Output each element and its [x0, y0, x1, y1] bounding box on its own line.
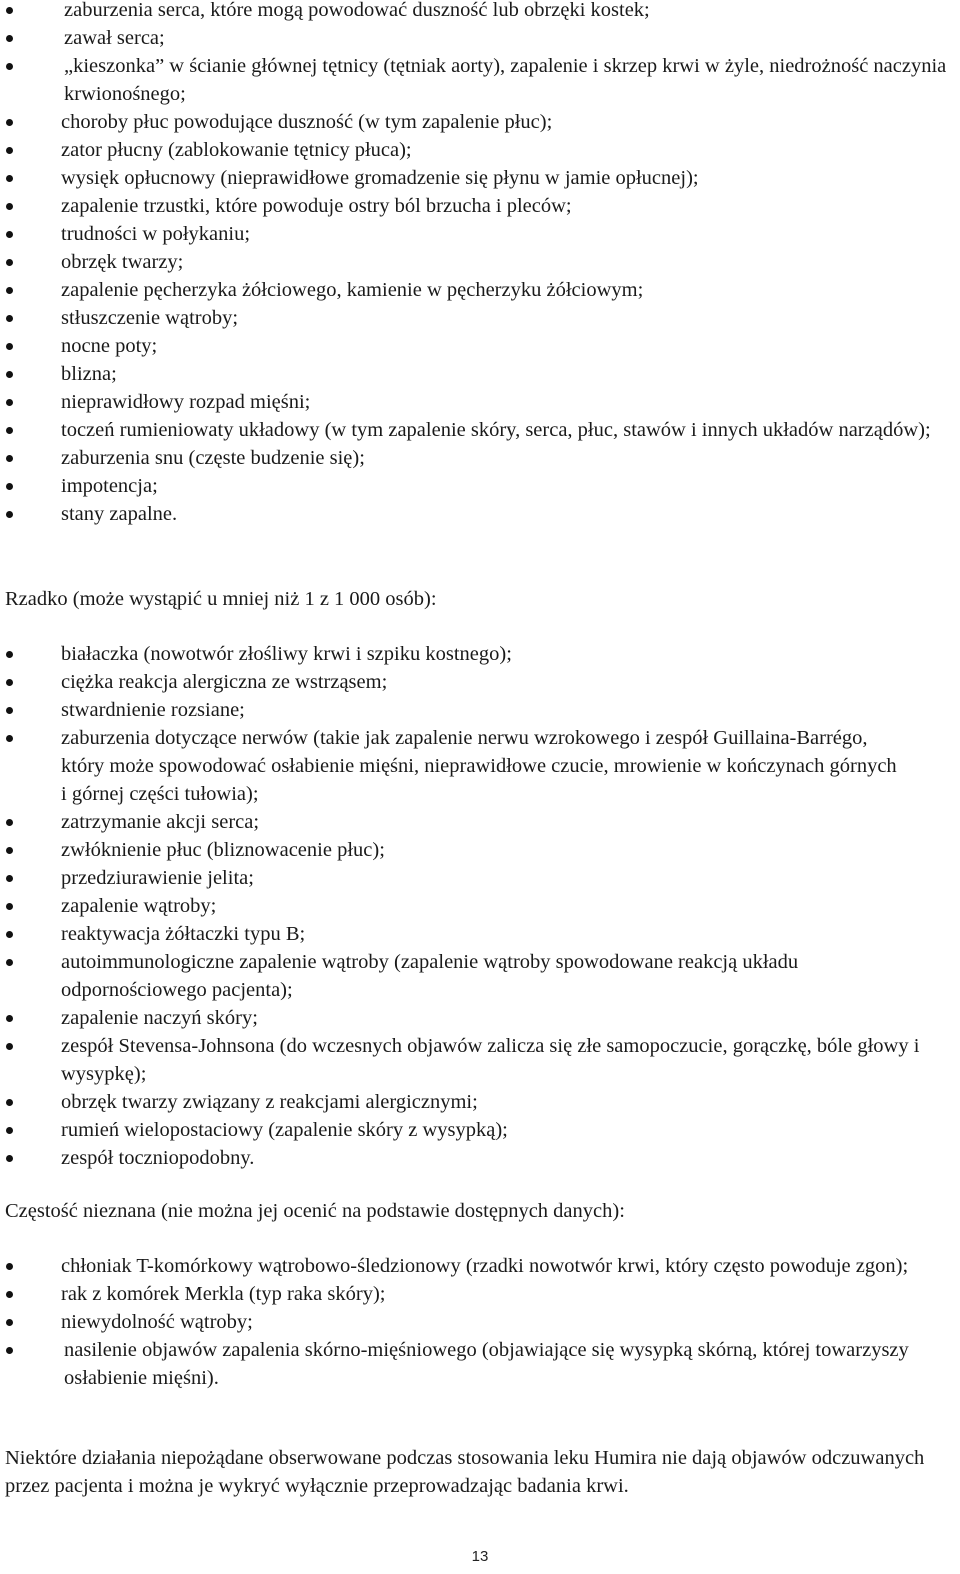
list-item	[0, 444, 958, 472]
list-item	[0, 1336, 958, 1392]
section-heading-rare: Rzadko (może wystąpić u mniej niż 1 z 1 000 osób):	[5, 588, 437, 610]
bullet-icon	[6, 231, 13, 238]
list-item	[0, 724, 958, 808]
bullet-icon	[6, 7, 13, 14]
bullet-icon	[6, 931, 13, 938]
list-item	[0, 416, 958, 444]
bullet-icon	[6, 819, 13, 826]
list-item	[0, 304, 958, 332]
list-item-text: stwardnienie rozsiane;	[61, 699, 245, 721]
list-item-text: ciężka reakcja alergiczna ze wstrząsem;	[61, 671, 388, 693]
list-item	[0, 808, 958, 836]
list-item	[0, 1004, 958, 1032]
bullet-icon	[6, 1127, 13, 1134]
list-item	[0, 920, 958, 948]
list-item	[0, 360, 958, 388]
list-item	[0, 276, 958, 304]
list-item-text: trudności w połykaniu;	[61, 223, 251, 245]
bullet-icon	[6, 847, 13, 854]
bullet-icon	[6, 707, 13, 714]
side-effects-list-unknown-frequency	[0, 1252, 958, 1392]
side-effects-list-rare	[0, 640, 958, 1172]
bullet-icon	[6, 875, 13, 882]
bullet-icon	[6, 903, 13, 910]
list-item-text: wysięk opłucnowy (nieprawidłowe gromadzenie się płynu w jamie opłucnej);	[61, 167, 699, 189]
bullet-icon	[6, 483, 13, 490]
list-item	[0, 668, 958, 696]
list-item-text: chłoniak T-komórkowy wątrobowo-śledzionowy (rzadki nowotwór krwi, który często powoduje zgon);	[61, 1255, 909, 1277]
bullet-icon	[6, 1291, 13, 1298]
list-item-text: „kieszonka” w ścianie głównej tętnicy (tętniak aorty), zapalenie i skrzep krwi w żyle, niedrożność naczynia krwionośnego;	[64, 55, 947, 105]
bullet-icon	[6, 147, 13, 154]
list-item-text: impotencja;	[61, 475, 158, 497]
list-item	[0, 24, 958, 52]
bullet-icon	[6, 399, 13, 406]
bullet-icon	[6, 63, 13, 70]
list-item-text: rak z komórek Merkla (typ raka skóry);	[61, 1283, 386, 1305]
list-item	[0, 500, 958, 528]
bullet-icon	[6, 203, 13, 210]
list-item-text: zapalenie naczyń skóry;	[61, 1007, 258, 1029]
list-item-text: zapalenie pęcherzyka żółciowego, kamienie w pęcherzyku żółciowym;	[61, 279, 644, 301]
list-item	[0, 108, 958, 136]
list-item	[0, 1032, 958, 1088]
list-item-text: toczeń rumieniowaty układowy (w tym zapalenie skóry, serca, płuc, stawów i innych układów narządów);	[61, 419, 931, 441]
list-item-text: zaburzenia snu (częste budzenie się);	[61, 447, 365, 469]
list-item	[0, 1280, 958, 1308]
list-item-text: niewydolność wątroby;	[61, 1311, 253, 1333]
list-item-text: reaktywacja żółtaczki typu B;	[61, 923, 306, 945]
bullet-icon	[6, 427, 13, 434]
list-item-text: stłuszczenie wątroby;	[61, 307, 239, 329]
list-item-text: autoimmunologiczne zapalenie wątroby (zapalenie wątroby spowodowane reakcją układu odpornościowego pacjenta);	[61, 951, 799, 1001]
bullet-icon	[6, 1319, 13, 1326]
bullet-icon	[6, 1015, 13, 1022]
list-item-text: zaburzenia dotyczące nerwów (takie jak zapalenie nerwu wzrokowego i zespół Guillaina-Barrégo, który może spowodować osłabienie mięśni, nieprawidłowe czucie, mrowienie w kończynach górnych i górnej części tułowia);	[61, 727, 897, 805]
list-item	[0, 164, 958, 192]
list-item-text: nasilenie objawów zapalenia skórno-mięśniowego (objawiające się wysypką skórną, której towarzyszy osłabienie mięśni).	[64, 1339, 909, 1389]
list-item-text: blizna;	[61, 363, 117, 385]
section-heading-unknown-frequency: Częstość nieznana (nie można jej ocenić na podstawie dostępnych danych):	[5, 1200, 625, 1222]
list-item-text: przedziurawienie jelita;	[61, 867, 254, 889]
list-item	[0, 640, 958, 668]
list-item-text: choroby płuc powodujące duszność (w tym zapalenie płuc);	[61, 111, 553, 133]
list-item	[0, 52, 958, 108]
bullet-icon	[6, 1099, 13, 1106]
list-item	[0, 1308, 958, 1336]
list-item	[0, 0, 958, 24]
closing-note: Niektóre działania niepożądane obserwowane podczas stosowania leku Humira nie dają objawów odczuwanych przez pacjenta i można je wykryć wyłącznie przeprowadzając badania krwi.	[5, 1447, 925, 1497]
list-item-text: zator płucny (zablokowanie tętnicy płuca);	[61, 139, 412, 161]
bullet-icon	[6, 259, 13, 266]
list-item-text: białaczka (nowotwór złośliwy krwi i szpiku kostnego);	[61, 643, 512, 665]
list-item	[0, 472, 958, 500]
page-number: 13	[471, 1548, 489, 1565]
list-item-text: nieprawidłowy rozpad mięśni;	[61, 391, 311, 413]
bullet-icon	[6, 315, 13, 322]
bullet-icon	[6, 287, 13, 294]
list-item	[0, 136, 958, 164]
bullet-icon	[6, 1155, 13, 1162]
list-item	[0, 192, 958, 220]
list-item	[0, 948, 958, 1004]
list-item-text: zespół Stevensa-Johnsona (do wczesnych objawów zalicza się złe samopoczucie, gorączkę, bóle głowy i wysypkę);	[61, 1035, 920, 1085]
bullet-icon	[6, 1263, 13, 1270]
list-item	[0, 1088, 958, 1116]
list-item	[0, 836, 958, 864]
bullet-icon	[6, 371, 13, 378]
bullet-icon	[6, 1043, 13, 1050]
side-effects-list-common	[0, 0, 958, 528]
list-item-text: rumień wielopostaciowy (zapalenie skóry z wysypką);	[61, 1119, 508, 1141]
list-item	[0, 220, 958, 248]
list-item	[0, 1116, 958, 1144]
list-item	[0, 696, 958, 724]
list-item-text: zwłóknienie płuc (bliznowacenie płuc);	[61, 839, 385, 861]
bullet-icon	[6, 959, 13, 966]
list-item	[0, 892, 958, 920]
bullet-icon	[6, 455, 13, 462]
list-item	[0, 1144, 958, 1172]
bullet-icon	[6, 35, 13, 42]
bullet-icon	[6, 343, 13, 350]
bullet-icon	[6, 119, 13, 126]
list-item	[0, 388, 958, 416]
list-item-text: zatrzymanie akcji serca;	[61, 811, 260, 833]
list-item	[0, 248, 958, 276]
list-item	[0, 332, 958, 360]
list-item-text: zespół toczniopodobny.	[61, 1147, 255, 1169]
list-item-text: nocne poty;	[61, 335, 158, 357]
list-item	[0, 1252, 958, 1280]
bullet-icon	[6, 1347, 13, 1354]
list-item-text: obrzęk twarzy;	[61, 251, 184, 273]
list-item-text: zapalenie trzustki, które powoduje ostry ból brzucha i pleców;	[61, 195, 572, 217]
list-item	[0, 864, 958, 892]
list-item-text: zawał serca;	[64, 27, 165, 49]
list-item-text: zapalenie wątroby;	[61, 895, 217, 917]
list-item-text: obrzęk twarzy związany z reakcjami alergicznymi;	[61, 1091, 478, 1113]
list-item-text: stany zapalne.	[61, 503, 178, 525]
bullet-icon	[6, 651, 13, 658]
bullet-icon	[6, 175, 13, 182]
bullet-icon	[6, 735, 13, 742]
bullet-icon	[6, 679, 13, 686]
bullet-icon	[6, 511, 13, 518]
list-item-text: zaburzenia serca, które mogą powodować duszność lub obrzęki kostek;	[64, 0, 650, 21]
